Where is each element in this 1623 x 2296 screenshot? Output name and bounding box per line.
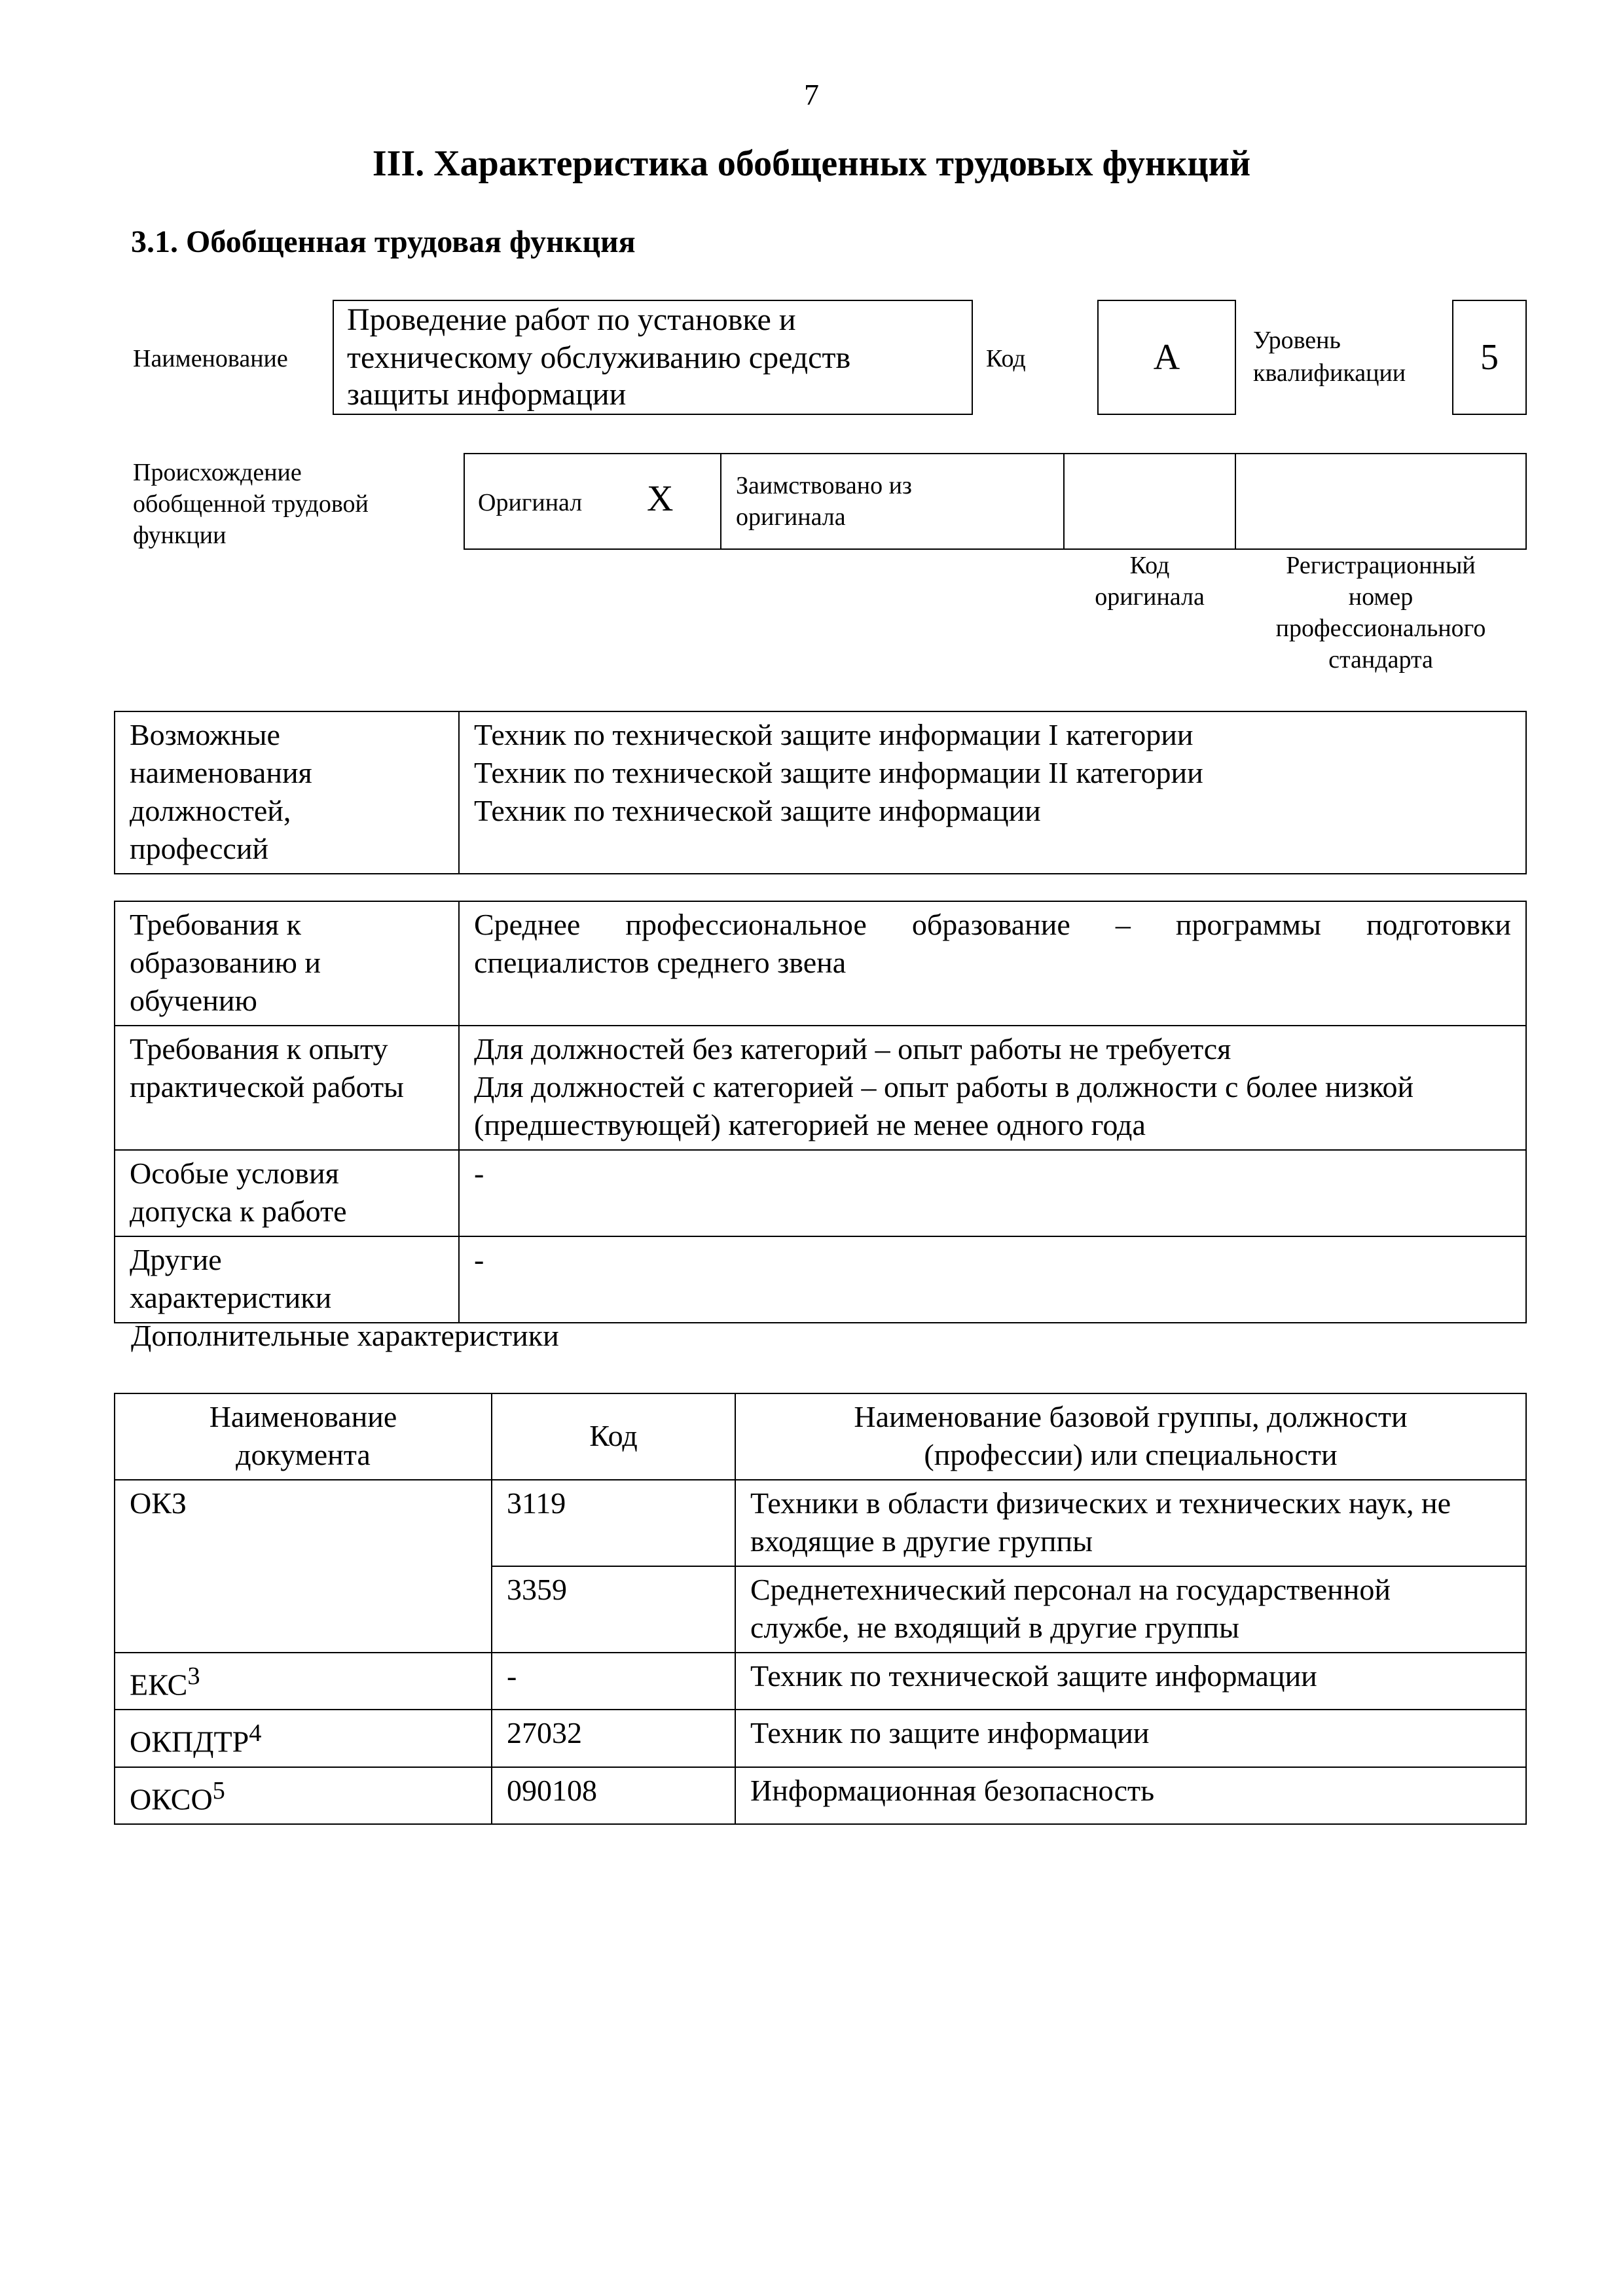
code-cell: [492, 1480, 735, 1566]
additional-title: Дополнительные характеристики: [131, 1319, 559, 1352]
requirement-label-line: образованию и: [130, 946, 321, 979]
code-value-cell-text: 3119: [507, 1486, 566, 1520]
header-doc-cell: [115, 1393, 492, 1480]
footnote-ref: 4: [249, 1719, 262, 1748]
doc-name: ОКСО: [130, 1782, 213, 1816]
requirement-value-line: (предшествующей) категорией не менее одного года: [474, 1108, 1146, 1141]
caption-reg-line: профессионального: [1275, 615, 1486, 642]
level-box: [1452, 300, 1527, 415]
caption-code-line: Код: [1129, 552, 1170, 579]
requirement-value-cell: [459, 1026, 1526, 1150]
footnote-ref: 3: [187, 1662, 200, 1690]
requirement-label-cell: [115, 1026, 459, 1150]
code-cell: [492, 1767, 735, 1824]
requirement-label-line: обучению: [130, 984, 257, 1017]
group-cell: [735, 1480, 1526, 1566]
doc-name: ОКЗ: [130, 1486, 187, 1520]
group-line: Техники в области физических и технических наук, не: [750, 1486, 1451, 1520]
level-label-line: квалификации: [1253, 359, 1406, 387]
group-line: Информационная безопасность: [750, 1773, 1155, 1807]
caption-code-line: оригинала: [1095, 583, 1205, 611]
origin-reg-cell: [1235, 453, 1527, 550]
requirement-label-cell: [115, 901, 459, 1026]
table-row: [115, 711, 1526, 874]
requirement-value-line: -: [474, 1243, 484, 1276]
code-cell: [492, 1566, 735, 1653]
group-line: Техник по технической защите информации: [750, 1659, 1317, 1693]
doc-cell: [115, 1710, 492, 1767]
group-cell: [735, 1710, 1526, 1767]
requirement-value-line: Для должностей с категорией – опыт работы в должности с более низкой: [474, 1070, 1414, 1103]
subsection-title: 3.1. Обобщенная трудовая функция: [131, 224, 636, 259]
requirement-label-line: допуска к работе: [130, 1194, 347, 1228]
table-row: [115, 1653, 1526, 1710]
caption-reg-line: Регистрационный: [1286, 552, 1476, 579]
caption-reg-line: стандарта: [1328, 646, 1433, 673]
group-line: входящие в другие группы: [750, 1524, 1093, 1558]
code-value-cell-text: -: [507, 1659, 517, 1693]
positions-label-cell: [115, 711, 459, 874]
positions-label-line: профессий: [130, 832, 269, 865]
requirement-value-cell: [459, 1150, 1526, 1236]
header-doc-line: Наименование: [209, 1400, 397, 1433]
requirement-value-cell: [459, 901, 1526, 1026]
positions-label-line: наименования: [130, 756, 312, 789]
requirement-label-line: практической работы: [130, 1070, 404, 1103]
borrowed-label-line: оригинала: [736, 503, 846, 531]
position-item: Техник по технической защите информации I категории: [474, 718, 1194, 751]
function-name-line: техническому обслуживанию средств: [347, 340, 851, 375]
doc-cell: [115, 1767, 492, 1824]
table-row: [115, 1710, 1526, 1767]
header-group-line: (профессии) или специальности: [924, 1438, 1338, 1471]
code-label: Код: [986, 345, 1026, 372]
positions-label-line: должностей,: [130, 794, 291, 827]
table-row: [115, 1236, 1526, 1323]
requirement-label-cell: [115, 1236, 459, 1323]
table-row: [115, 1026, 1526, 1150]
positions-label-line: Возможные: [130, 718, 280, 751]
requirement-label-line: характеристики: [130, 1281, 332, 1314]
level-label-line: Уровень: [1253, 327, 1341, 354]
table-row: [115, 1150, 1526, 1236]
group-line: Среднетехнический персонал на государственной: [750, 1573, 1391, 1606]
requirements-table: [114, 901, 1527, 1323]
group-cell: [735, 1566, 1526, 1653]
section-title: III. Характеристика обобщенных трудовых функций: [372, 143, 1251, 184]
group-cell: [735, 1653, 1526, 1710]
positions-table: [114, 711, 1527, 874]
requirement-value-cell: [459, 1236, 1526, 1323]
caption-reg-line: номер: [1348, 583, 1413, 611]
requirement-value-line: Среднее профессиональное образование – программы подготовки: [474, 908, 1511, 941]
code-cell: [492, 1653, 735, 1710]
table-header-row: [115, 1393, 1526, 1480]
requirement-value-line: Для должностей без категорий – опыт работы не требуется: [474, 1032, 1231, 1066]
requirement-label-line: Другие: [130, 1243, 222, 1276]
group-line: службе, не входящий в другие группы: [750, 1611, 1239, 1644]
origin-label-line: Происхождение: [133, 459, 302, 486]
origin-borrowed-cell: [720, 453, 1065, 550]
code-cell: [492, 1710, 735, 1767]
origin-original-cell: [464, 453, 721, 550]
group-line: Техник по защите информации: [750, 1716, 1150, 1750]
table-row: [115, 1480, 1526, 1566]
code-value-cell-text: 27032: [507, 1716, 582, 1750]
doc-name: ЕКС: [130, 1668, 188, 1702]
requirement-label-line: Требования к опыту: [130, 1032, 388, 1066]
table-row: [115, 901, 1526, 1026]
function-name-line: Проведение работ по установке и: [347, 302, 796, 337]
requirement-label-cell: [115, 1150, 459, 1236]
name-label: Наименование: [133, 345, 288, 372]
doc-cell: [115, 1653, 492, 1710]
requirement-value-line: специалистов среднего звена: [474, 946, 847, 979]
page-number: 7: [804, 78, 819, 111]
origin-code-cell: [1063, 453, 1236, 550]
position-item: Техник по технической защите информации: [474, 794, 1041, 827]
footnote-ref: 5: [212, 1776, 225, 1804]
origin-label-line: обобщенной трудовой: [133, 490, 369, 518]
header-group-line: Наименование базовой группы, должности: [854, 1400, 1408, 1433]
position-item: Техник по технической защите информации II категории: [474, 756, 1203, 789]
function-name-line: защиты информации: [347, 377, 627, 412]
doc-cell: [115, 1480, 492, 1653]
code-value: A: [1153, 337, 1180, 378]
additional-table: [114, 1393, 1527, 1825]
origin-label-line: функции: [133, 522, 227, 549]
requirement-label-line: Особые условия: [130, 1157, 339, 1190]
positions-value-cell: [459, 711, 1526, 874]
borrowed-label-line: Заимствовано из: [736, 472, 912, 499]
function-name-box: [333, 300, 973, 415]
code-value-cell-text: 3359: [507, 1573, 567, 1606]
requirement-value-line: -: [474, 1157, 484, 1190]
original-label: Оригинал: [478, 489, 583, 516]
header-doc-line: документа: [236, 1438, 371, 1471]
level-value: 5: [1480, 337, 1499, 378]
requirement-label-line: Требования к: [130, 908, 301, 941]
doc-name: ОКПДТР: [130, 1725, 249, 1759]
code-value-cell-text: 090108: [507, 1773, 597, 1807]
code-box: [1097, 300, 1236, 415]
header-code: Код: [589, 1419, 638, 1452]
original-mark: X: [647, 478, 674, 519]
table-row: [115, 1767, 1526, 1824]
header-code-cell: [492, 1393, 735, 1480]
group-cell: [735, 1767, 1526, 1824]
header-group-cell: [735, 1393, 1526, 1480]
